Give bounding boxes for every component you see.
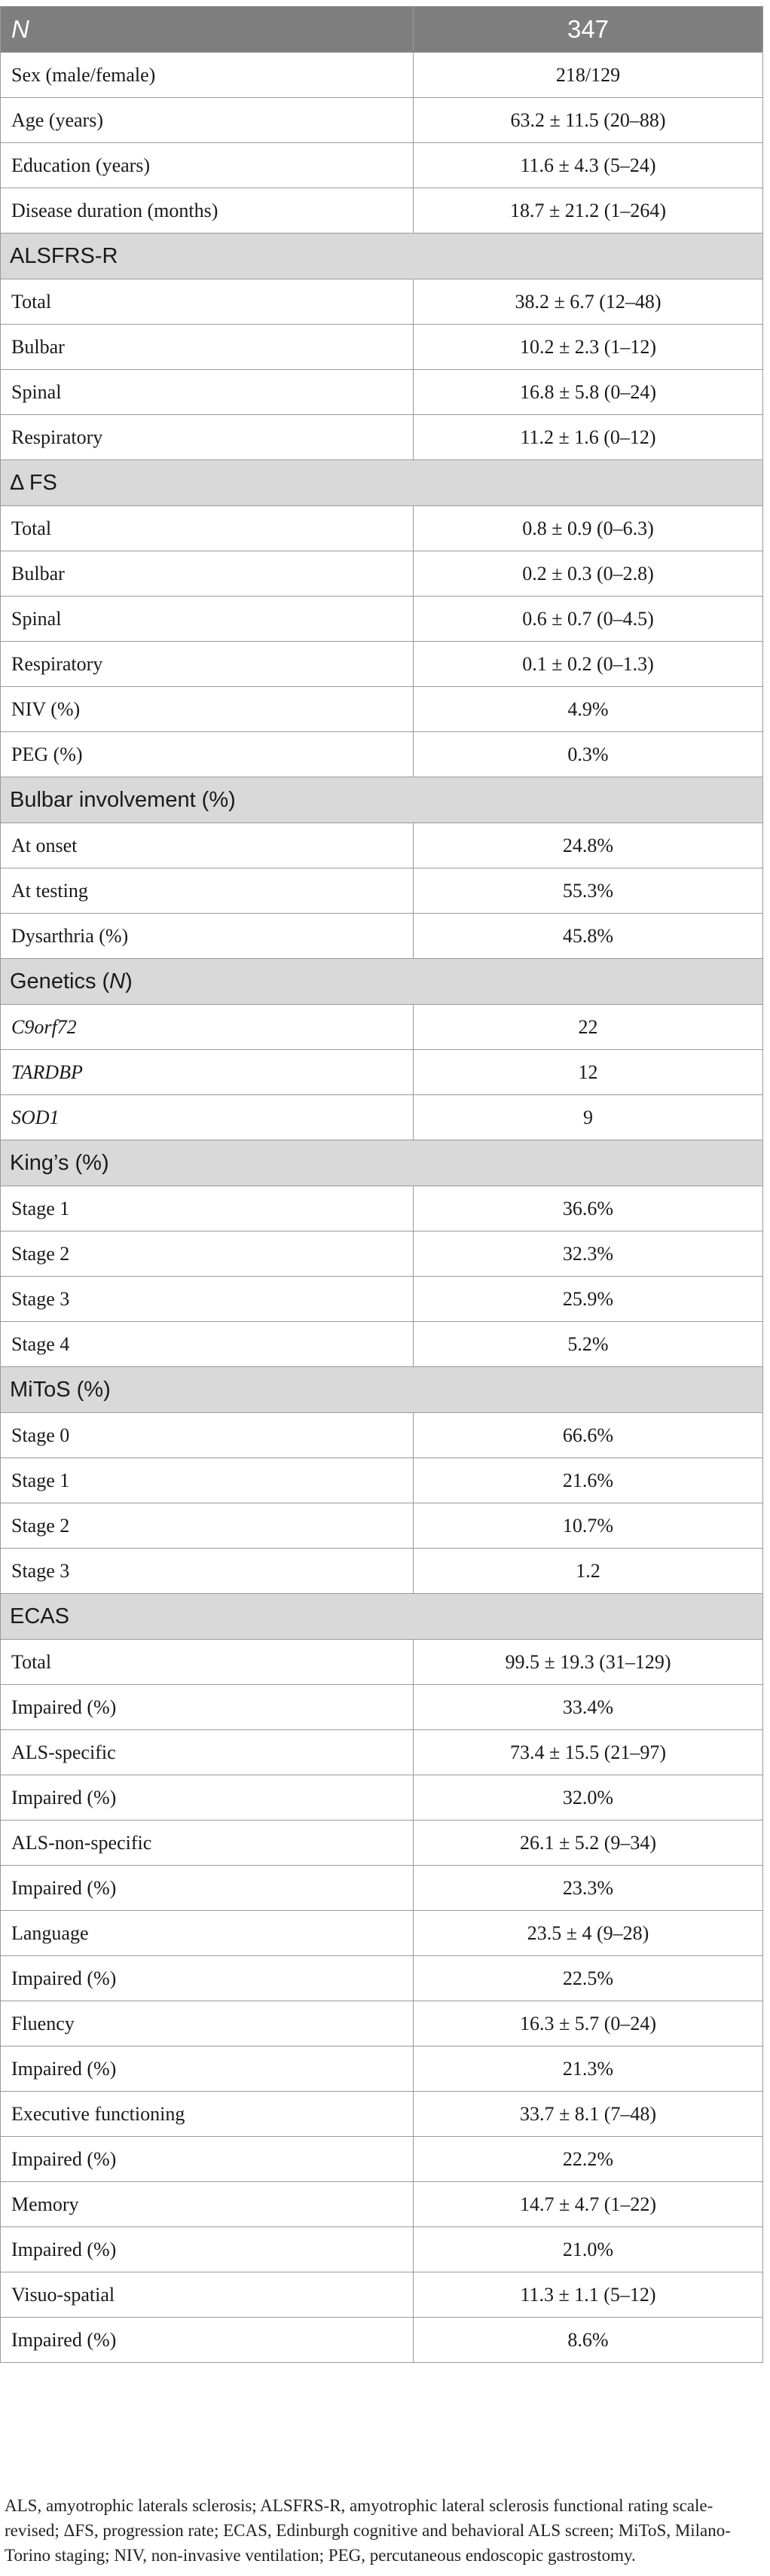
section-title: MiToS (%): [1, 1367, 763, 1413]
row-value-cell: 12: [414, 1050, 763, 1095]
row-value-cell: 55.3%: [414, 868, 763, 914]
row-label-cell: ALS-specific: [1, 1730, 414, 1775]
table-row: [1, 1730, 763, 1775]
table-row: [1, 1775, 763, 1821]
row-label-cell: At testing: [1, 868, 414, 914]
table-row: [1, 1232, 763, 1277]
row-value-cell: 23.5 ± 4 (9–28): [414, 1911, 763, 1956]
row-value-cell: 21.6%: [414, 1458, 763, 1503]
row-value-cell: 0.1 ± 0.2 (0–1.3): [414, 642, 763, 687]
row-label-cell: Spinal: [1, 370, 414, 415]
table-row: [1, 1549, 763, 1594]
row-value-cell: 45.8%: [414, 914, 763, 959]
table-row: [1, 188, 763, 233]
row-value-cell: 25.9%: [414, 1277, 763, 1322]
table-row: [1, 597, 763, 642]
row-label-cell: SOD1: [1, 1095, 414, 1140]
row-label-cell: Stage 2: [1, 1503, 414, 1549]
row-label-cell: Language: [1, 1911, 414, 1956]
row-label-cell: Visuo-spatial: [1, 2272, 414, 2318]
table-row: [1, 687, 763, 732]
row-label-cell: C9orf72: [1, 1005, 414, 1050]
row-value-cell: 24.8%: [414, 823, 763, 868]
row-value-cell: 23.3%: [414, 1866, 763, 1911]
table-row: [1, 143, 763, 188]
table-row: [1, 2137, 763, 2182]
header-label-cell: N: [1, 7, 414, 53]
row-value-cell: 36.6%: [414, 1186, 763, 1232]
demographics-table-container: [0, 6, 762, 2363]
section-title: Bulbar involvement (%): [1, 777, 763, 823]
row-value-cell: 0.2 ± 0.3 (0–2.8): [414, 551, 763, 597]
row-value-cell: 11.3 ± 1.1 (5–12): [414, 2272, 763, 2318]
section-title: ALSFRS-R: [1, 233, 763, 279]
table-row: [1, 2046, 763, 2092]
table-row: [1, 2227, 763, 2272]
table-row: [1, 2001, 763, 2046]
row-value-cell: 33.7 ± 8.1 (7–48): [414, 2092, 763, 2137]
row-label-cell: NIV (%): [1, 687, 414, 732]
row-label-cell: Respiratory: [1, 642, 414, 687]
table-header-row: [1, 7, 763, 53]
row-value-cell: 26.1 ± 5.2 (9–34): [414, 1821, 763, 1866]
row-label-cell: Impaired (%): [1, 1775, 414, 1821]
row-value-cell: 33.4%: [414, 1685, 763, 1730]
row-label-cell: Stage 1: [1, 1458, 414, 1503]
table-row: [1, 1821, 763, 1866]
section-title-pre: Genetics (: [10, 969, 110, 993]
row-label-cell: PEG (%): [1, 732, 414, 777]
row-value-cell: 21.3%: [414, 2046, 763, 2092]
table-row: [1, 1911, 763, 1956]
row-label-cell: Spinal: [1, 597, 414, 642]
row-value-cell: 0.3%: [414, 732, 763, 777]
table-row: [1, 868, 763, 914]
table-row: [1, 1956, 763, 2001]
row-value-cell: 22.2%: [414, 2137, 763, 2182]
row-value-cell: 66.6%: [414, 1413, 763, 1458]
row-value-cell: 10.7%: [414, 1503, 763, 1549]
row-value-cell: 9: [414, 1095, 763, 1140]
row-value-cell: 73.4 ± 15.5 (21–97): [414, 1730, 763, 1775]
table-row: [1, 1640, 763, 1685]
row-value-cell: 18.7 ± 21.2 (1–264): [414, 188, 763, 233]
table-row: [1, 1050, 763, 1095]
row-label-cell: Stage 4: [1, 1322, 414, 1367]
table-row: [1, 1186, 763, 1232]
section-title: King’s (%): [1, 1140, 763, 1186]
row-label-cell: Memory: [1, 2182, 414, 2227]
table-row: [1, 1413, 763, 1458]
section-header-row: [1, 1367, 763, 1413]
row-label-cell: Bulbar: [1, 325, 414, 370]
row-value-cell: 22.5%: [414, 1956, 763, 2001]
row-value-cell: 11.6 ± 4.3 (5–24): [414, 143, 763, 188]
row-label-cell: Sex (male/female): [1, 53, 414, 98]
table-row: [1, 279, 763, 325]
table-row: [1, 2318, 763, 2363]
row-value-cell: 32.3%: [414, 1232, 763, 1277]
row-label-cell: Stage 3: [1, 1549, 414, 1594]
table-row: [1, 1005, 763, 1050]
table-row: [1, 2092, 763, 2137]
section-title: ECAS: [1, 1594, 763, 1640]
row-label-cell: Stage 2: [1, 1232, 414, 1277]
section-title: Δ FS: [1, 460, 763, 506]
table-row: [1, 506, 763, 551]
row-value-cell: 5.2%: [414, 1322, 763, 1367]
row-value-cell: 38.2 ± 6.7 (12–48): [414, 279, 763, 325]
row-label-cell: Disease duration (months): [1, 188, 414, 233]
row-label-cell: Impaired (%): [1, 2046, 414, 2092]
row-label-cell: Stage 0: [1, 1413, 414, 1458]
row-value-cell: 1.2: [414, 1549, 763, 1594]
section-header-row: [1, 233, 763, 279]
table-row: [1, 823, 763, 868]
table-row: [1, 551, 763, 597]
table-row: [1, 53, 763, 98]
row-value-cell: 218/129: [414, 53, 763, 98]
row-value-cell: 14.7 ± 4.7 (1–22): [414, 2182, 763, 2227]
section-title: [1, 959, 763, 1005]
table-row: [1, 1095, 763, 1140]
section-header-row: [1, 1140, 763, 1186]
row-value-cell: 11.2 ± 1.6 (0–12): [414, 415, 763, 460]
table-row: [1, 415, 763, 460]
header-value-cell: 347: [414, 7, 763, 53]
row-value-cell: 8.6%: [414, 2318, 763, 2363]
table-row: [1, 1458, 763, 1503]
table-footnote: ALS, amyotrophic laterals sclerosis; ALSFRS-R, amyotrophic lateral sclerosis functional rating scale-revised; ΔFS, progression rate; ECAS, Edinburgh cognitive and behavioral ALS screen; MiToS, Milano-Torino staging; NIV, non-invasive ventilation; PEG, percutaneous endoscopic gastrostomy.: [5, 2496, 731, 2565]
table-row: [1, 98, 763, 143]
table-body: [1, 7, 763, 2363]
section-header-row: [1, 1594, 763, 1640]
row-label-cell: Impaired (%): [1, 1956, 414, 2001]
demographics-table: [0, 6, 763, 2363]
row-label-cell: Dysarthria (%): [1, 914, 414, 959]
table-row: [1, 370, 763, 415]
table-row: [1, 1866, 763, 1911]
row-value-cell: 99.5 ± 19.3 (31–129): [414, 1640, 763, 1685]
table-row: [1, 642, 763, 687]
section-title-post: ): [125, 969, 133, 993]
table-row: [1, 1685, 763, 1730]
row-label-cell: Total: [1, 279, 414, 325]
table-row: [1, 2182, 763, 2227]
row-label-cell: At onset: [1, 823, 414, 868]
row-value-cell: 63.2 ± 11.5 (20–88): [414, 98, 763, 143]
row-label-cell: Fluency: [1, 2001, 414, 2046]
table-row: [1, 732, 763, 777]
row-label-cell: Total: [1, 1640, 414, 1685]
section-header-row: [1, 460, 763, 506]
row-label-cell: Impaired (%): [1, 1866, 414, 1911]
row-value-cell: 10.2 ± 2.3 (1–12): [414, 325, 763, 370]
row-value-cell: 21.0%: [414, 2227, 763, 2272]
row-label-cell: Education (years): [1, 143, 414, 188]
table-row: [1, 2272, 763, 2318]
section-header-row: [1, 959, 763, 1005]
row-value-cell: 0.8 ± 0.9 (0–6.3): [414, 506, 763, 551]
row-label-cell: ALS-non-specific: [1, 1821, 414, 1866]
row-value-cell: 4.9%: [414, 687, 763, 732]
table-row: [1, 1277, 763, 1322]
row-label-cell: Impaired (%): [1, 1685, 414, 1730]
row-label-cell: TARDBP: [1, 1050, 414, 1095]
row-label-cell: Executive functioning: [1, 2092, 414, 2137]
row-value-cell: 16.8 ± 5.8 (0–24): [414, 370, 763, 415]
row-label-cell: Impaired (%): [1, 2318, 414, 2363]
row-label-cell: Respiratory: [1, 415, 414, 460]
row-label-cell: Impaired (%): [1, 2137, 414, 2182]
table-row: [1, 914, 763, 959]
row-value-cell: 16.3 ± 5.7 (0–24): [414, 2001, 763, 2046]
row-label-cell: Total: [1, 506, 414, 551]
row-label-cell: Stage 3: [1, 1277, 414, 1322]
row-value-cell: 0.6 ± 0.7 (0–4.5): [414, 597, 763, 642]
section-header-row: [1, 777, 763, 823]
row-label-cell: Impaired (%): [1, 2227, 414, 2272]
table-row: [1, 1503, 763, 1549]
row-label-cell: Stage 1: [1, 1186, 414, 1232]
table-row: [1, 1322, 763, 1367]
section-title-italic: N: [109, 969, 126, 993]
row-value-cell: 32.0%: [414, 1775, 763, 1821]
row-label-cell: Bulbar: [1, 551, 414, 597]
table-row: [1, 325, 763, 370]
row-value-cell: 22: [414, 1005, 763, 1050]
row-label-cell: Age (years): [1, 98, 414, 143]
